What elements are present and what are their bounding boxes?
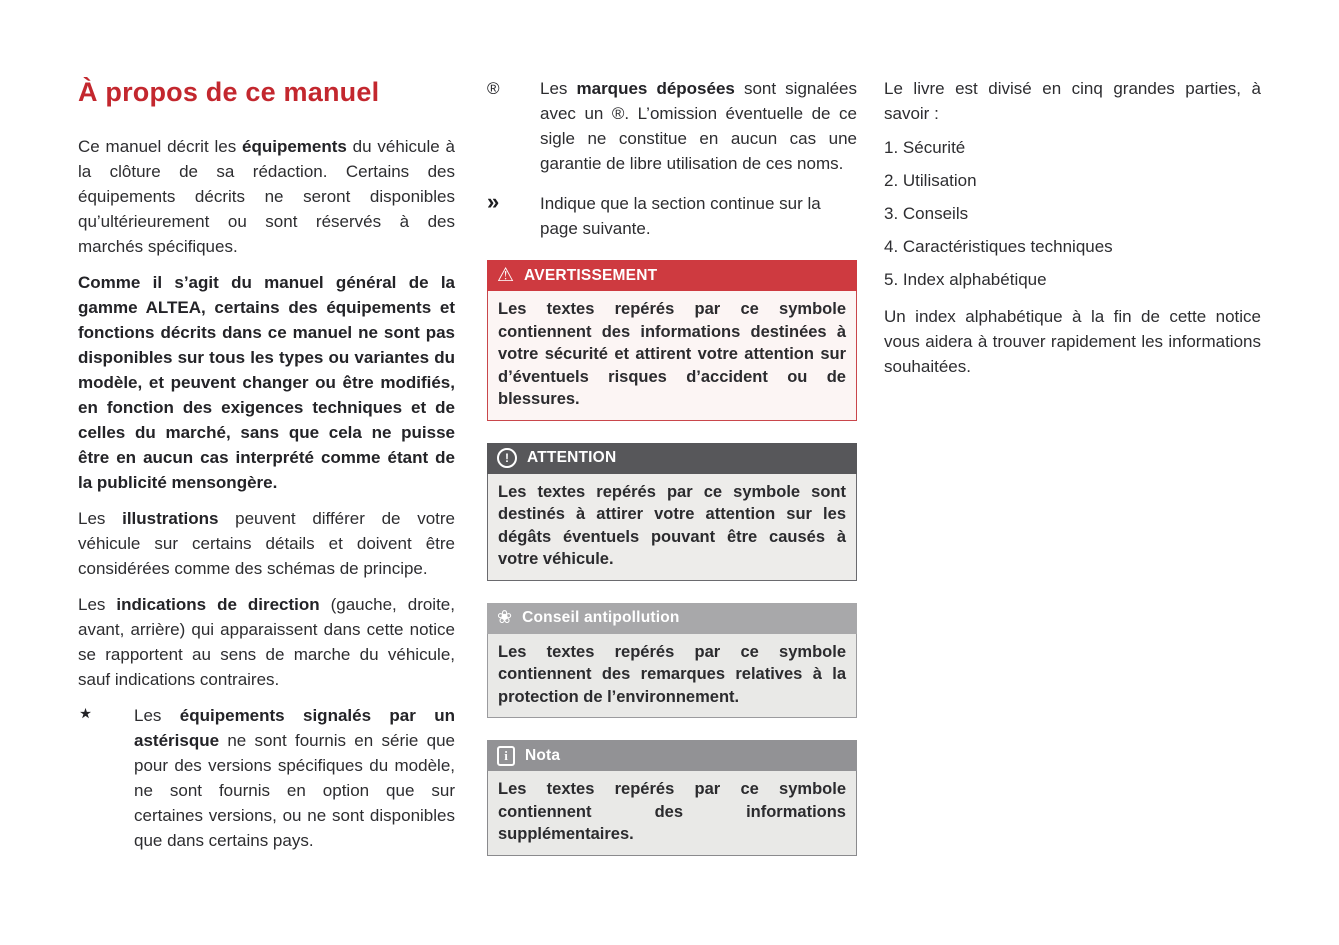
text-segment-bold: équipements signalés par un astérisque [134, 706, 455, 750]
text-segment: Les [540, 79, 577, 98]
exclamation-circle-icon: ! [497, 448, 517, 468]
text-segment: peuvent différer de votre véhicule sur certains détails et doivent être considérées comme des schémas de principe. [78, 509, 455, 578]
paragraph-gamme-altea: Comme il s’agit du manuel général de la gamme ALTEA, certains des équipements et fonctions décrits dans ce manuel ne sont pas disponibles sur tous les types ou variantes du modèle, et peuvent changer ou être modifiés, en fonction des exigences techniques et de celles du marché, sans que cela ne puisse être en aucun cas interprété comme étant de la publicité mensongère. [78, 273, 455, 492]
text-segment: ne sont fournis en série que pour des versions spécifiques du modèle, ne sont fournis en option que sur certaines versions, ou ne sont disponibles que dans certains pays. [134, 731, 455, 850]
left-column [78, 76, 455, 864]
info-square-icon: i [497, 746, 515, 766]
book-part-caracteristiques: 4. Caractéristiques techniques [884, 237, 1113, 256]
registered-trademark-text [540, 76, 857, 176]
paragraph-equipements [78, 134, 455, 259]
warning-triangle-icon: ⚠ [497, 264, 515, 286]
text-segment: sont signalées avec un ®. L’omission éventuelle de ce sigle ne constitue en aucun cas une garantie de libre utilisation de ces noms. [540, 79, 857, 173]
nota-box [487, 740, 857, 856]
book-part-conseils: 3. Conseils [884, 204, 969, 223]
warning-box-title: AVERTISSEMENT [524, 266, 658, 284]
eco-advice-box-header [487, 603, 857, 634]
book-parts-list [884, 135, 1261, 292]
text-segment: Les [78, 509, 123, 528]
double-chevron-icon: » [487, 189, 498, 214]
page-title: À propos de ce manuel [78, 77, 380, 107]
warning-box-header [487, 260, 857, 291]
middle-column [487, 76, 857, 856]
book-part-securite: 1. Sécurité [884, 138, 966, 157]
text-segment-bold: équipements [242, 137, 347, 156]
asterisk-star-icon: ⋆ [78, 700, 94, 727]
section-continues-item [487, 191, 857, 241]
text-segment: Les [134, 706, 180, 725]
eco-advice-box [487, 603, 857, 719]
text-segment-bold: indications de direction [116, 595, 320, 614]
eco-advice-box-title: Conseil antipollution [522, 609, 680, 626]
registered-trademark-icon: ® [487, 79, 500, 98]
asterisk-legend-item [78, 700, 455, 853]
right-column [884, 76, 1261, 379]
eco-advice-box-body: Les textes repérés par ce symbole contiennent des remarques relatives à la protection de l’environnement. [487, 634, 857, 719]
nota-box-header [487, 740, 857, 771]
text-segment-bold: marques déposées [576, 79, 735, 98]
paragraph-illustrations [78, 506, 455, 581]
warning-box-body: Les textes repérés par ce symbole contiennent des informations destinées à votre sécurité et attirent votre attention sur d’éventuels risques d’accident ou de blessures. [487, 291, 857, 421]
flower-icon: ❀ [497, 607, 513, 628]
attention-box-header [487, 443, 857, 474]
asterisk-legend-text [134, 703, 455, 853]
section-continues-text: Indique que la section continue sur la page suivante. [540, 194, 821, 238]
paragraph-directions [78, 592, 455, 692]
index-note-paragraph: Un index alphabétique à la fin de cette notice vous aidera à trouver rapidement les informations souhaitées. [884, 307, 1261, 376]
attention-box-title: ATTENTION [527, 449, 617, 466]
registered-trademark-item [487, 76, 857, 176]
text-segment: (gauche, droite, avant, arrière) qui apparaissent dans cette notice se rapportent au sens de marche du véhicule, sauf indications contraires. [78, 595, 455, 689]
book-part-utilisation: 2. Utilisation [884, 171, 977, 190]
nota-box-title: Nota [525, 746, 561, 764]
nota-box-body: Les textes repérés par ce symbole contiennent des informations supplémentaires. [487, 771, 857, 856]
text-segment: du véhicule à la clôture de sa rédaction. Certains des équipements décrits ne seront disponibles qu’ultérieurement ou sont réservés à des marchés spécifiques. [78, 137, 455, 256]
book-parts-intro: Le livre est divisé en cinq grandes parties, à savoir : [884, 79, 1261, 123]
text-segment: Les [78, 595, 117, 614]
book-part-index: 5. Index alphabétique [884, 270, 1047, 289]
attention-box-body: Les textes repérés par ce symbole sont destinés à attirer votre attention sur les dégâts éventuels pouvant être causés à votre véhicule. [487, 474, 857, 581]
attention-box [487, 443, 857, 581]
warning-box [487, 260, 857, 421]
text-segment-bold: illustrations [122, 509, 219, 528]
text-segment: Ce manuel décrit les [78, 137, 242, 156]
